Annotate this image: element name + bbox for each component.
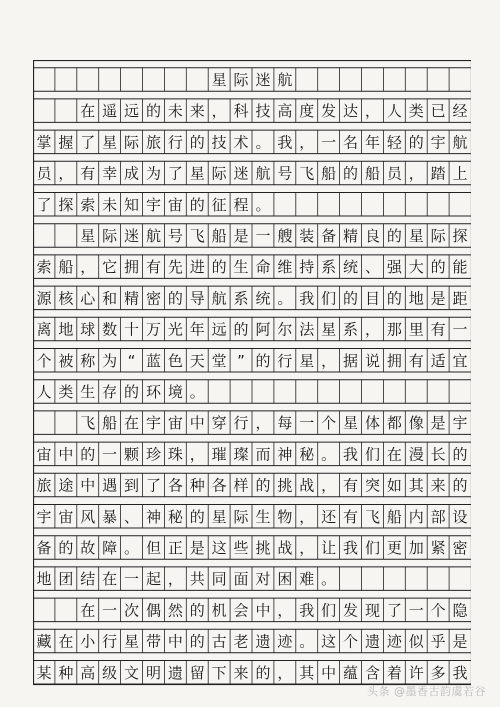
text-row — [33, 598, 471, 622]
watermark: 头条 @墨香古韵虞若谷 — [367, 685, 486, 698]
essay-line: 掌 握 了 星 际 旅 行 的 技 术 。 我 ， 一 名 年 轻 的 宇 航 — [36, 133, 468, 152]
essay-line: 个 被 称 为 “ 蓝 色 天 堂 ” 的 行 星 ， 据 说 拥 有 适 宜 — [36, 351, 468, 370]
essay-line: 索 船 ， 它 拥 有 先 进 的 生 命 维 持 系 统 、 强 大 的 能 — [36, 258, 468, 277]
essay-line: 地 团 结 在 一 起 ， 共 同 面 对 困 难 。 — [36, 570, 337, 589]
text-row — [33, 567, 471, 591]
text-row — [33, 130, 471, 154]
text-row — [33, 349, 471, 373]
essay-line: 了 探 索 未 知 宇 宙 的 征 程 。 — [36, 195, 271, 214]
essay-line: 在 遥 远 的 未 来 ， 科 技 高 度 发 达 ， 人 类 已 经 — [80, 102, 468, 121]
essay-line: 宇 宙 风 暴 、 神 秘 的 星 际 生 物 ， 还 有 飞 船 内 部 设 — [36, 507, 468, 526]
essay-line: 星 际 迷 航 号 飞 船 是 一 艘 装 备 精 良 的 星 际 探 — [80, 226, 468, 245]
essay-line: 源 核 心 和 精 密 的 导 航 系 统 。 我 们 的 目 的 地 是 距 — [36, 289, 468, 308]
text-row — [33, 193, 471, 217]
text-row — [33, 317, 471, 341]
essay-line: 在 一 次 偶 然 的 机 会 中 ， 我 们 发 现 了 一 个 隐 — [80, 601, 468, 620]
manuscript-grid — [33, 60, 471, 700]
text-row — [33, 473, 471, 497]
essay-title: 星 际 迷 航 — [211, 70, 293, 89]
text-row — [33, 161, 471, 185]
essay-line: 备 的 故 障 。 但 正 是 这 些 挑 战 ， 让 我 们 更 加 紧 密 — [36, 538, 468, 557]
essay-line: 员 ， 有 幸 成 为 了 星 际 迷 航 号 飞 船 的 船 员 ， 踏 上 — [36, 164, 468, 183]
text-row — [33, 505, 471, 529]
text-row — [33, 224, 471, 248]
text-row — [33, 536, 471, 560]
essay-line: 藏 在 小 行 星 带 中 的 古 老 遗 迹 。 这 个 遗 迹 似 乎 是 — [36, 632, 468, 651]
text-row — [33, 380, 471, 404]
essay-line: 离 地 球 数 十 万 光 年 远 的 阿 尔 法 星 系 ， 那 里 有 一 — [36, 320, 468, 339]
text-row — [33, 286, 471, 310]
text-row — [33, 629, 471, 653]
essay-line: 旅 途 中 遇 到 了 各 种 各 样 的 挑 战 ， 有 突 如 其 来 的 — [36, 476, 468, 495]
essay-line: 宙 中 的 一 颗 珍 珠 ， 璀 璨 而 神 秘 。 我 们 在 漫 长 的 — [36, 445, 468, 464]
essay-line: 飞 船 在 宇 宙 中 穿 行 ， 每 一 个 星 体 都 像 是 宇 — [80, 414, 468, 433]
essay-line: 人 类 生 存 的 环 境 。 — [36, 382, 205, 401]
title-row — [33, 68, 471, 92]
text-row — [33, 442, 471, 466]
text-row — [33, 99, 471, 123]
text-row — [33, 661, 471, 685]
text-row — [33, 255, 471, 279]
essay-line: 某 种 高 级 文 明 遗 留 下 来 的 ， 其 中 蕴 含 着 许 多 我 — [36, 663, 468, 682]
text-row — [33, 411, 471, 435]
